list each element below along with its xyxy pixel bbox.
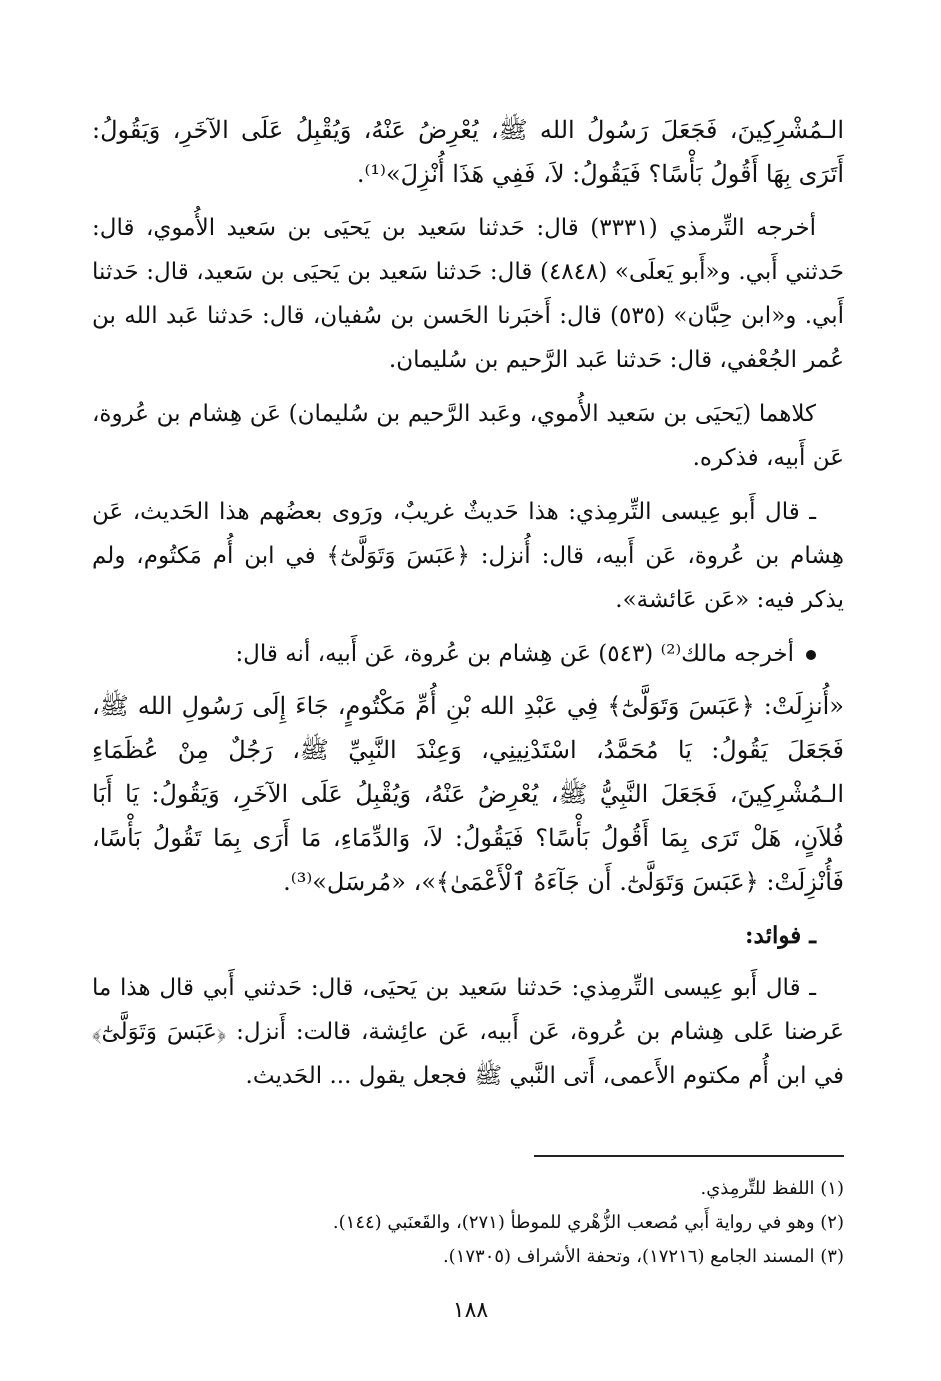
hadith-text-continuation: الـمُشْرِكِينَ، فَجَعَلَ رَسُولُ الله ﷺ، يُعْرِضُ عَنْهُ، وَيُقْبِلُ عَلَى الآخَرِ، وَيَقُولُ: أَتَرَى بِهَا أَقُولُ بَأْسًا؟ فَيَقُولُ: لاَ، فَفِي هَذَا أُنْزِلَ»⁽¹⁾.: [92, 116, 844, 188]
fawaid-paragraph: ـ قال أَبو عِيسى التِّرمِذي: حَدثنا سَعيد بن يَحيَى، قال: حَدثني أَبي قال هذا ما عَرضنا عَلى هِشام بن عُروة، عَن أَبيه، عَن عائِشة، قالت: أَنزل: ﴿عَبَسَ وَتَوَلَّىٰٓ﴾ في ابن أُم مكتوم الأَعمى، أَتى النَّبي ﷺ فجعل يقول ... الحَديث.: [92, 975, 844, 1089]
fawaid-heading: ـ فوائد:: [745, 922, 816, 949]
malik-takhrij-line: [92, 632, 844, 676]
tirmidhi-comment-paragraph: ـ قال أَبو عِيسى التِّرمِذي: هذا حَديثٌ غريبٌ، ورَوى بعضُهم هذا الحَديث، عَن هِشام بن عُروة، عَن أَبيه، قال: أُنزل: ﴿عَبَسَ وَتَوَلَّىٰٓ﴾ في ابن أُم مَكتُوم، ولم يذكر فيه: «عَن عَائشة».: [92, 499, 844, 613]
footnote-2: (٢) وهو في رواية أَبي مُصعب الزُّهْري للموطأ (٢٧١)، والقَعنَبي (١٤٤).: [332, 1212, 844, 1233]
footnote-3: (٣) المسند الجامع (١٧٢١٦)، وتحفة الأشراف (١٧٣٠٥).: [442, 1246, 844, 1267]
footnotes: [92, 1172, 844, 1274]
mursal-hadith-text: «أُنزِلَتْ: ﴿عَبَسَ وَتَوَلَّىٰٓ﴾ فِي عَبْدِ الله بْنِ أُمِّ مَكْتُومٍ، جَاءَ إِلَى رَسُولِ الله ﷺ، فَجَعَلَ يَقُولُ: يَا مُحَمَّدُ، اسْتَدْنِينِي، وَعِنْدَ النَّبِيِّ ﷺ، رَجُلٌ مِنْ عُظَمَاءِ الـمُشْرِكِينَ، فَجَعَلَ النَّبِيُّ ﷺ، يُعْرِضُ عَنْهُ، وَيُقْبِلُ عَلَى الآخَرِ، وَيَقُولُ: يَا أَبَا فُلاَنٍ، هَلْ تَرَى بِمَا أَقُولُ بَأْسًا؟ فَيَقُولُ: لاَ، وَالدِّمَاءِ، مَا أَرَى بِمَا تَقُولُ بَأْسًا، فَأُنْزِلَتْ: ﴿عَبَسَ وَتَوَلَّىٰٓ. أَن جَآءَهُ ٱلْأَعْمَىٰ﴾»، «مُرسَل»⁽³⁾.: [92, 692, 844, 896]
page-body: [92, 108, 844, 1108]
takhrij-paragraph: أخرجه التِّرمذي (٣٣٣١) قال: حَدثنا سَعيد بن يَحيَى بن سَعيد الأُموي، قال: حَدثني أَبي. و«أَبو يَعلَى» (٤٨٤٨) قال: حَدثنا سَعيد بن يَحيَى بن سَعيد، قال: حَدثنا أَبي. و«ابن حِبَّان» (٥٣٥) قال: أَخبَرنا الحَسن بن سُفيان، قال: حَدثنا عَبد الله بن عُمر الجُعْفي، قال: حَدثنا عَبد الرَّحيم بن سُليمان.: [92, 215, 845, 373]
malik-takhrij-text: أخرجه مالك⁽²⁾ (٥٤٣) عَن هِشام بن عُروة، عَن أَبيه، أنه قال:: [235, 641, 794, 667]
bullet-icon: [806, 650, 816, 660]
footnote-1: (١) اللفظ للتِّرمِذي.: [700, 1178, 844, 1199]
page-number: ١٨٨: [452, 1298, 489, 1323]
isnad-summary-paragraph: كلاهما (يَحيَى بن سَعيد الأُموي، وعَبد الرَّحيم بن سُليمان) عَن هِشام بن عُروة، عَن أَبيه، فذكره.: [92, 401, 844, 471]
footnote-divider: [534, 1155, 844, 1157]
